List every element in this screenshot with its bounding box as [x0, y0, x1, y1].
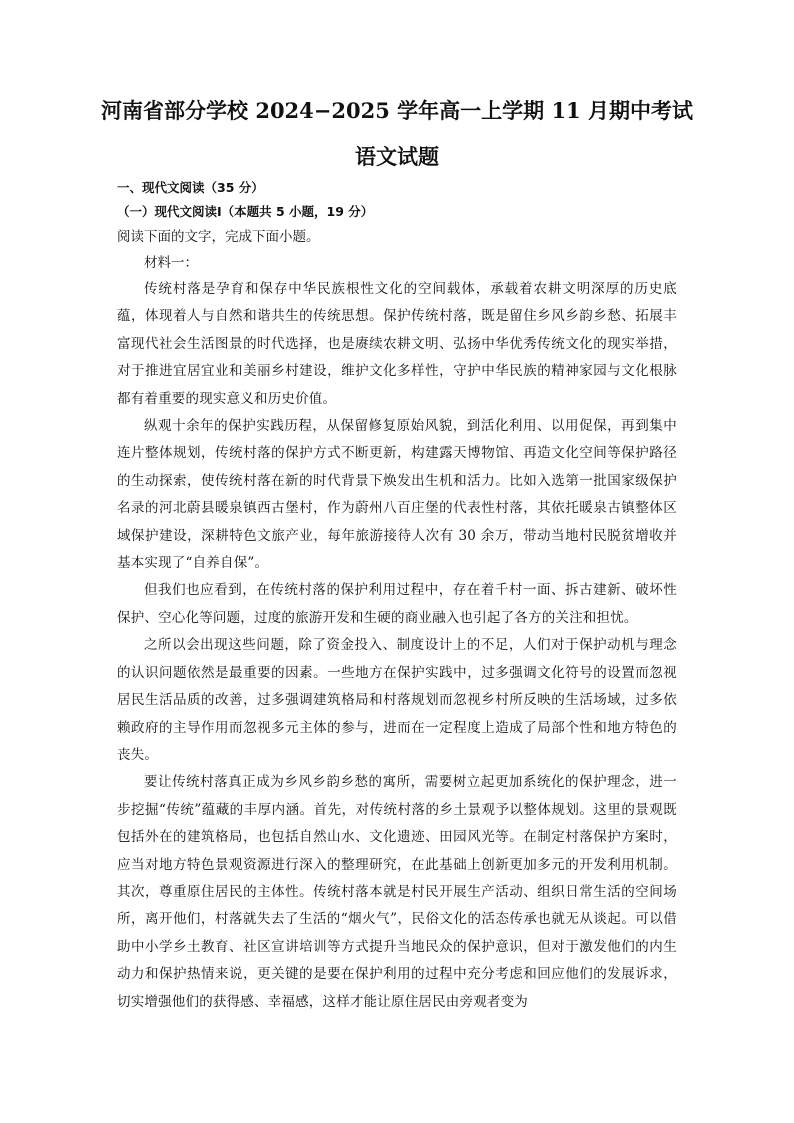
- paragraph: 要让传统村落真正成为乡风乡韵乡愁的寓所，需要树立起更加系统化的保护理念，进一步挖掘“传统”蕴藏的丰厚内涵。首先，对传统村落的乡土景观予以整体规划。这里的景观既包括外在的建筑格局，也包括自然山水、文化遗迹、田园风光等。在制定村落保护方案时，应当对地方特色景观资源进行深入的整理研究，在此基础上创新更加多元的开发利用机制。其次，尊重原住居民的主体性。传统村落本就是村民开展生产活动、组织日常生活的空间场所，离开他们，村落就失去了生活的“烟火气”，民俗文化的活态传承也就无从谈起。可以借助中小学乡土教育、社区宣讲培训等方式提升当地民众的保护意识，但对于激发他们的内生动力和保护热情来说，更关键的是要在保护利用的过程中充分考虑和回应他们的发展诉求，切实增强他们的获得感、幸福感，这样才能让原住居民由旁观者变为: [117, 774, 677, 1010]
- exam-title: 河南省部分学校 2024−2025 学年高一上学期 11 月期中考试: [101, 98, 693, 123]
- subsection-heading: （一）现代文阅读Ⅰ（本题共 5 小题，19 分）: [117, 204, 374, 219]
- section-heading: 一、现代文阅读（35 分）: [117, 180, 264, 195]
- instruction-text: 阅读下面的文字，完成下面小题。: [117, 229, 320, 245]
- paragraph: 纵观十余年的保护实践历程，从保留修复原始风貌，到活化利用、以用促保，再到集中连片整体规划，传统村落的保护方式不断更新，构建露天博物馆、再造文化空间等保护路径的生动探索，使传统村落在新的时代背景下焕发出生机和活力。比如入选第一批国家级保护名录的河北蔚县暖泉镇西古堡村，作为蔚州八百庄堡的代表性村落，其依托暖泉古镇整体区域保护建设，深耕特色文旅产业，每年旅游接待人次有 30 余万，带动当地村民脱贫增收并基本实现了“自养自保”。: [117, 418, 677, 572]
- exam-subtitle: 语文试题: [355, 144, 439, 169]
- document-body: [117, 176, 677, 1016]
- paragraph: 之所以会出现这些问题，除了资金投入、制度设计上的不足，人们对于保护动机与理念的认识问题依然是最重要的因素。一些地方在保护实践中，过多强调文化符号的设置而忽视居民生活品质的改善，过多强调建筑格局和村落规划而忽视乡村所反映的生活场域，过多依赖政府的主导作用而忽视多元主体的参与，进而在一定程度上造成了局部个性和地方特色的丧失。: [117, 637, 677, 763]
- paragraph: 传统村落是孕育和保存中华民族根性文化的空间载体，承载着农耕文明深厚的历史底蕴，体现着人与自然和谐共生的传统思想。保护传统村落，既是留住乡风乡韵乡愁、拓展丰富现代社会生活图景的时代选择，也是赓续农耕文明、弘扬中华优秀传统文化的现实举措，对于推进宜居宜业和美丽乡村建设，维护文化多样性，守护中华民族的精神家园与文化根脉都有着重要的现实意义和历史价值。: [117, 281, 677, 407]
- paragraph: 但我们也应看到，在传统村落的保护利用过程中，存在着千村一面、拆古建新、破坏性保护、空心化等问题，过度的旅游开发和生硬的商业融入也引起了各方的关注和担忧。: [117, 582, 677, 626]
- material-label: 材料一：: [144, 255, 198, 271]
